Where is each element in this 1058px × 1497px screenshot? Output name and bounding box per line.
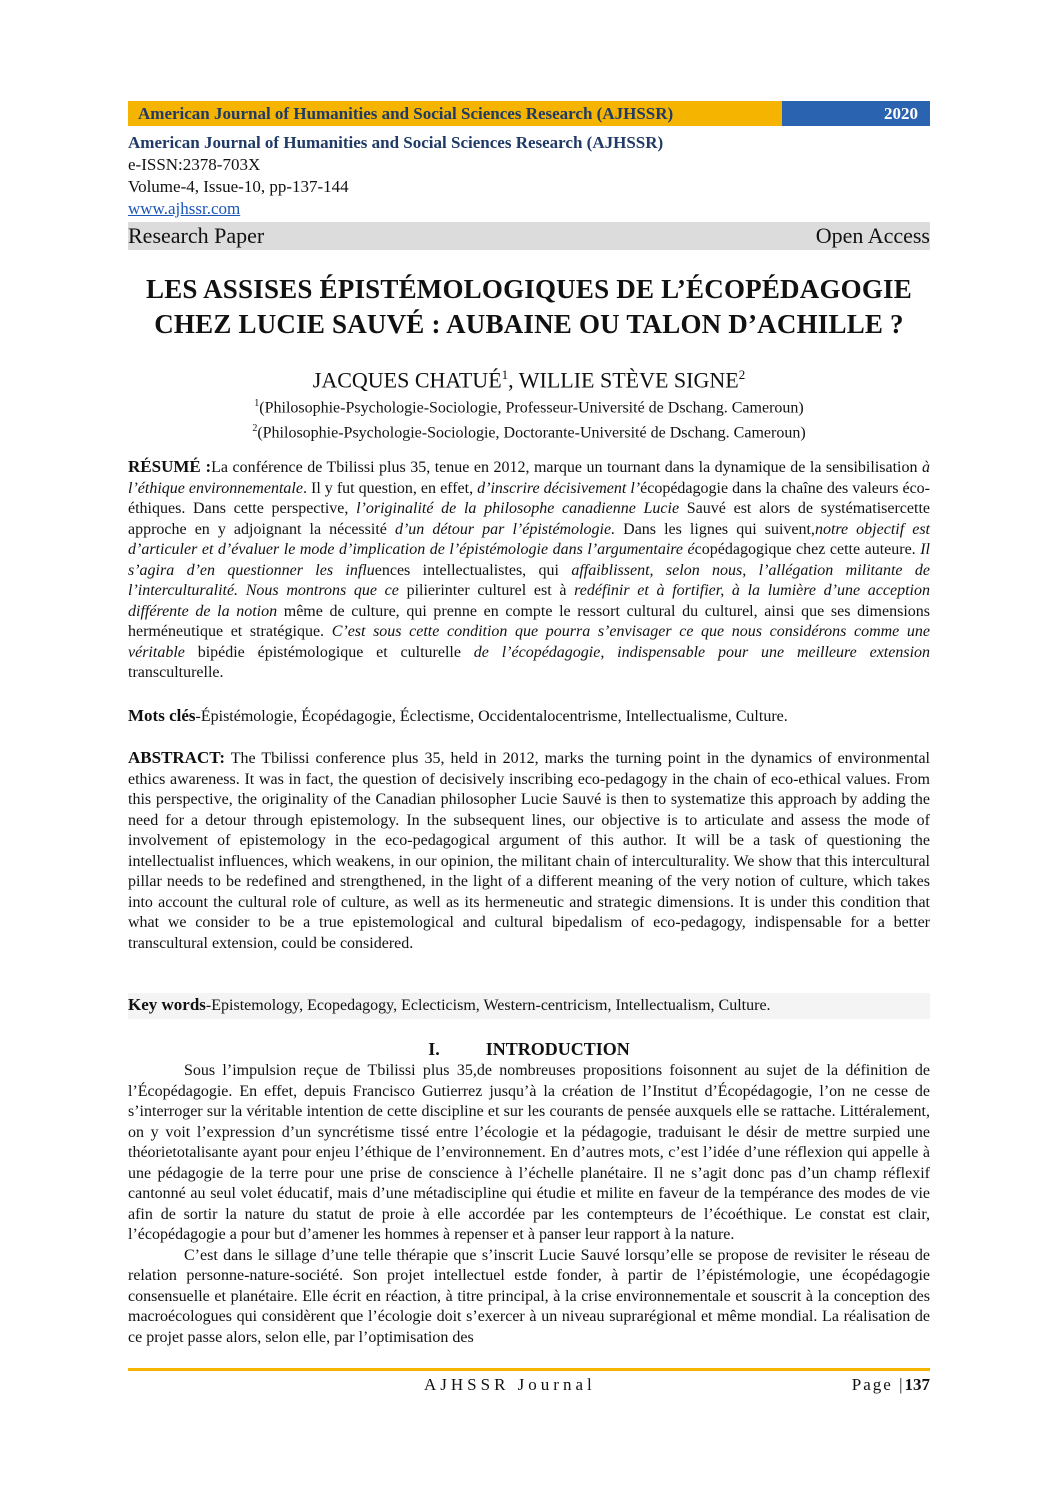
section-heading bbox=[128, 1039, 930, 1060]
mots-cles-text: -Épistémologie, Écopédagogie, Éclectisme, Occidentalocentrisme, Intellectualisme, Culture. bbox=[195, 708, 788, 725]
title-line-2: CHEZ LUCIE SAUVÉ : AUBAINE OU TALON D’ACHILLE ? bbox=[154, 309, 904, 339]
keywords-label: Key words bbox=[128, 995, 206, 1014]
resume-text: copédagogique chez cette auteure. bbox=[694, 541, 921, 558]
affiliation-2: (Philosophie-Psychologie-Sociologie, Doctorante-Université de Dschang. Cameroun) bbox=[257, 424, 806, 442]
author-separator: , bbox=[508, 367, 519, 393]
header-year: 2020 bbox=[782, 101, 930, 126]
affiliation-1-sup: 1 bbox=[254, 398, 260, 409]
resume-italic: redéfinir et à fortifier, à la lumière d’une acception différente de la notion bbox=[128, 582, 930, 620]
introduction-body bbox=[128, 1061, 930, 1348]
resume-italic: à l’éthique environnementale bbox=[128, 459, 930, 497]
footer-page bbox=[852, 1375, 930, 1395]
resume-text: même de culture, qui prenne en compte le ressort cultural du culturel, ainsi que ses dimensions herméneutique et stratégique. bbox=[128, 602, 930, 640]
journal-title: American Journal of Humanities and Social Sciences Research (AJHSSR) bbox=[128, 133, 664, 152]
resume-text: transculturelle. bbox=[128, 664, 224, 681]
journal-meta bbox=[128, 132, 930, 220]
intro-paragraph-2: C’est dans le sillage d’une telle thérapie que s’inscrit Lucie Sauvé lorsqu’elle se propose de revisiter le réseau de relation personne-nature-société. Son projet intellectuel estde fonder, à partir de l’épistémologie, une écopédagogie consensuelle et planétaire. Elle écrit en réaction, à titre principal, à la crise environnementale et souscrit à la conception des macroécologues qui considèrent que l’écologie doit s’exercer à un niveau suprarégional et même mondial. La réalisation de ce projet passe alors, selon elle, par l’optimisation des bbox=[128, 1246, 930, 1346]
paper-type: Research Paper bbox=[128, 223, 265, 248]
affiliation-1: (Philosophie-Psychologie-Sociologie, Professeur-Université de Dschang. Cameroun) bbox=[259, 399, 804, 417]
resume-italic: l’originalité de la philosophe canadienne Lucie bbox=[356, 500, 687, 517]
resume-italic: Il s’agira d’en questionner les influ bbox=[128, 541, 930, 579]
resume-italic: notre objectif est d’articuler et d’évaluer le mode d’implication de l’épistémologie dans l’argumentaire é bbox=[128, 520, 930, 558]
resume-italic: de l’écopédagogie, indispensable pour une meilleure extension bbox=[473, 643, 931, 661]
access-type: Open Access bbox=[815, 223, 930, 248]
affiliation-2-sup: 2 bbox=[252, 423, 258, 435]
author-2-sup: 2 bbox=[738, 367, 746, 382]
mots-cles-label: Mots clés bbox=[128, 706, 196, 725]
resume-text: bipédie épistémologique et culturelle bbox=[184, 643, 474, 661]
author-2: WILLIE STÈVE SIGNE bbox=[518, 367, 739, 393]
abstract-label: ABSTRACT: bbox=[128, 748, 225, 767]
paper-title bbox=[128, 272, 930, 342]
resume-text: pilierinter culturel est à bbox=[398, 582, 575, 599]
resume-fr bbox=[128, 457, 930, 684]
resume-text: . Il y fut question, en effet, bbox=[302, 479, 478, 497]
resume-text: écopédagogie dans la chaîne des valeurs éco-éthiques. Dans cette perspective, bbox=[128, 479, 931, 517]
running-header bbox=[128, 101, 930, 126]
resume-italic: C’est sous cette condition que pourra s’envisager ce que nous considérons comme une véritable bbox=[128, 623, 931, 661]
resume-italic: affaiblissent, selon nous, l’allégation militante de l’interculturalité. Nous montrons que ce bbox=[128, 561, 930, 599]
authors bbox=[128, 367, 930, 393]
keywords bbox=[128, 993, 930, 1019]
resume-italic: d’un détour par l’épistémologie. bbox=[394, 520, 616, 538]
resume-text: ences intellectualistes, qui bbox=[374, 561, 572, 579]
resume-text: La conférence de Tbilissi plus 35, tenue en 2012, marque un tournant dans la dynamique de la sensibilisation bbox=[211, 459, 922, 476]
header-journal-name: American Journal of Humanities and Social Sciences Research (AJHSSR) bbox=[128, 101, 782, 126]
abstract-en bbox=[128, 748, 930, 954]
title-line-1: LES ASSISES ÉPISTÉMOLOGIQUES DE L’ÉCOPÉDAGOGIE bbox=[146, 274, 912, 304]
section-title: INTRODUCTION bbox=[485, 1039, 630, 1059]
journal-url-link[interactable]: www.ajhssr.com bbox=[128, 199, 241, 218]
volume-issue: Volume-4, Issue-10, pp-137-144 bbox=[128, 177, 349, 196]
resume-text: Dans les lignes qui suivent, bbox=[615, 520, 815, 538]
affiliations bbox=[128, 393, 930, 444]
footer-page-label: Page | bbox=[851, 1375, 905, 1394]
footer-journal: AJHSSR Journal bbox=[424, 1375, 596, 1394]
paper-type-bar bbox=[128, 222, 930, 250]
resume-text: Sauvé est alors de systématisercette approche en y adjoignant la nécessité bbox=[128, 500, 931, 538]
author-1-sup: 1 bbox=[501, 367, 509, 382]
footer-divider bbox=[128, 1368, 930, 1371]
mots-cles bbox=[128, 706, 930, 728]
abstract-text: The Tbilissi conference plus 35, held in 2012, marks the turning point in the dynamics of environmental ethics awareness. It was in fact, the question of decisively inscribing eco-pedagogy in the chain of eco-ethical values. From this perspective, the originality of the Canadian philosopher Lucie Sauvé is then to systematize this approach by adding the need for a detour through epistemology. In the subsequent lines, our objective is to articulate and assess the mode of involvement of epistemology in the eco-pedagogical argument of this author. It will be a task of questioning the intellectualist influences, which weakens, in our opinion, the militant chain of interculturality. We show that this intercultural pillar needs to be redefined and strengthened, in the light of a different meaning of the very notion of culture, which takes into account the cultural role of culture, as well as its hermeneutic and strategic dimensions. It is under this condition that what we consider to be a true epistemological and cultural bipedalism of eco-pedagogy, indispensable for a better transcultural extension, could be considered. bbox=[128, 750, 930, 952]
author-1: JACQUES CHATUÉ bbox=[312, 367, 502, 393]
intro-paragraph-1: Sous l’impulsion reçue de Tbilissi plus 35,de nombreuses propositions foisonnent au sujet de la définition de l’Écopédagogie. En effet, depuis Francisco Gutierrez jusqu’à la création de l’Institut d’Écopédagogie, l’on ne cesse de s’interroger sur la véritable intention de cette discipline et sur les courants de pensée auxquels elle se rattache. Littéralement, on y voit l’expression d’un syncrétisme tissé entre l’écologie et la pédagogie, traduisant le désir de mettre surpied une théorietotalisante ayant pour enjeu l’éthique de l’environnement. En d’autres mots, c’est l’idée d’une réflexion qui appelle à une pédagogie de la terre pour une prise de conscience à l’échelle planétaire. Il ne s’agit donc pas d’un champ réflexif cantonné au seul volet éducatif, mais d’une métadiscipline qui étudie et milite en faveur de la tempérance des modes de vie afin de sortir la nature du statut de proie à elle accordée par les contempteurs de l’écoéthique. Le constat est clair, l’écopédagogie a pour but d’amener les hommes à repenser et à panser leur rapport à la nature. bbox=[128, 1062, 930, 1243]
issn: e-ISSN:2378-703X bbox=[128, 155, 261, 174]
footer-page-number: 137 bbox=[904, 1375, 930, 1394]
keywords-text: -Epistemology, Ecopedagogy, Eclecticism, Western-centricism, Intellectualism, Culture. bbox=[205, 997, 771, 1014]
resume-label: RÉSUMÉ : bbox=[128, 457, 212, 476]
section-number: I. bbox=[428, 1039, 440, 1059]
resume-italic: d’inscrire décisivement l’ bbox=[477, 479, 641, 497]
